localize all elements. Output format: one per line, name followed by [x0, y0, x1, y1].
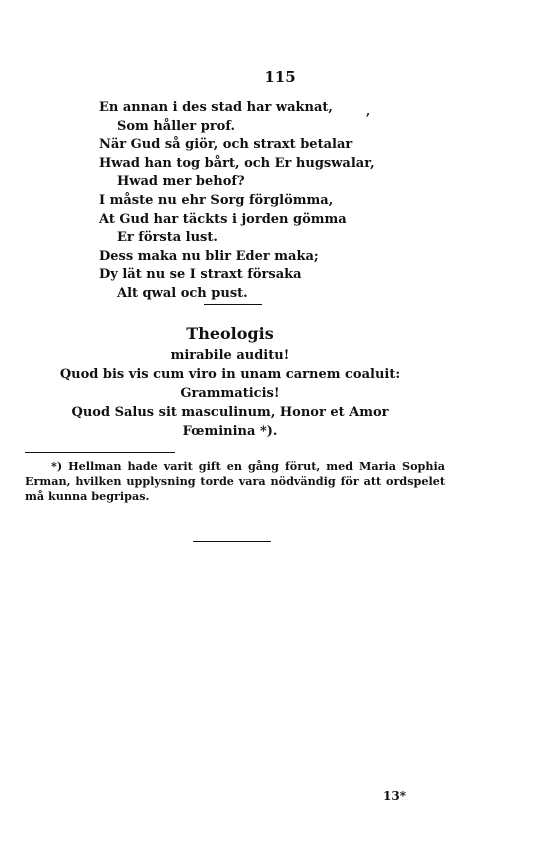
epigram-line: Grammaticis!	[180, 386, 280, 401]
footnote-line: Erman, hvilken upplysning torde vara nödvändig för att ordspelet	[25, 474, 445, 488]
epigram-line: mirabile auditu!	[170, 348, 290, 363]
poem-line: Er första lust.	[117, 230, 218, 246]
footnote-rule	[25, 452, 175, 453]
printer-signature: 13*	[383, 789, 406, 803]
poem-line: När Gud så giör, och straxt betalar	[99, 137, 353, 153]
poem-line: Dess maka nu blir Eder maka;	[99, 248, 319, 264]
section-divider	[204, 304, 262, 305]
poem-line: I måste nu ehr Sorg förglömma,	[99, 192, 334, 208]
poem-line: Hwad han tog bårt, och Er hugswalar,	[99, 155, 375, 171]
poem-line: En annan i des stad har waknat,	[99, 100, 333, 115]
poem-line: Hwad mer behof?	[117, 174, 245, 190]
footnote	[25, 459, 445, 504]
stray-mark: ,	[366, 104, 371, 118]
poem-line: Dy lät nu se I straxt försaka	[99, 267, 302, 283]
poem-stanza	[99, 99, 375, 304]
page-number: 115	[264, 68, 296, 86]
epigram-line: Fœminina *).	[182, 424, 278, 439]
poem-line: At Gud har täckts i jorden gömma	[99, 211, 347, 227]
epigram-title: Theologis	[186, 324, 274, 343]
poem-line: Alt qwal och pust.	[117, 285, 248, 301]
footnote-line: *) Hellman hade varit gift en gång förut, med Maria Sophia	[51, 459, 445, 473]
epigram-line: Quod bis vis cum viro in unam carnem coaluit:	[59, 367, 401, 382]
footnote-line: må kunna begripas.	[25, 489, 150, 503]
poem-line: Som håller prof.	[117, 118, 236, 134]
end-divider	[193, 541, 271, 542]
epigram-line: Quod Salus sit masculinum, Honor et Amor	[71, 405, 389, 420]
